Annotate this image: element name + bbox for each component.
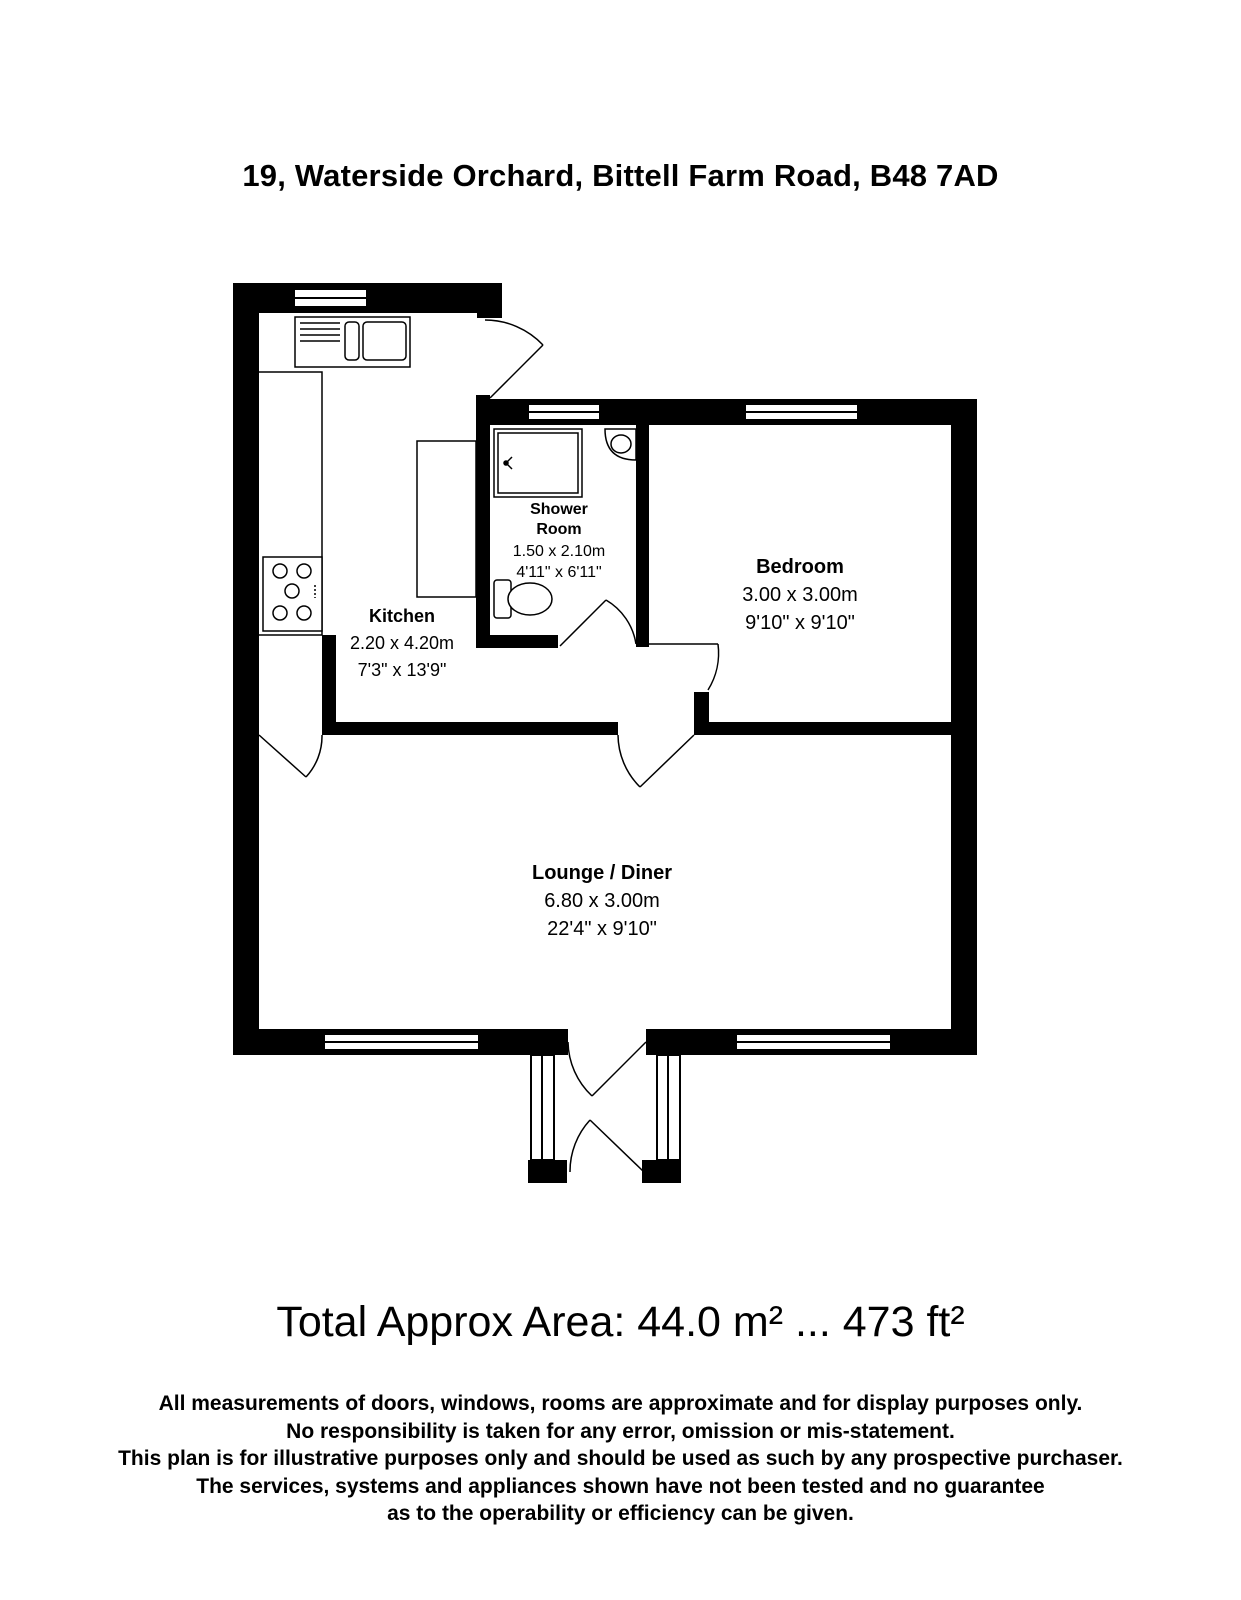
shower-window [528, 404, 600, 420]
disclaimer-line: The services, systems and appliances shown have not been tested and no guarantee [196, 1474, 1045, 1498]
wall-shower-bottom [476, 635, 558, 648]
wall-kitchen-lounge [322, 722, 618, 735]
wall-kitchen-top-stub [477, 283, 502, 318]
kitchen-window [294, 289, 367, 307]
shower-tray-icon [494, 429, 582, 497]
toilet-icon [494, 580, 552, 618]
kitchen-imperial: 7'3" x 13'9" [357, 660, 447, 680]
bedroom-metric: 3.00 x 3.00m [742, 584, 858, 606]
disclaimer-line: All measurements of doors, windows, rooms are approximate and for display purposes only. [158, 1392, 1083, 1415]
kitchen-external-door [485, 320, 543, 398]
disclaimer-line: This plan is for illustrative purposes only and should be used as such by any prospective purchaser. [118, 1447, 1123, 1470]
shower-room-imperial: 4'11" x 6'11" [516, 564, 602, 581]
porch-pillar-right [642, 1160, 681, 1183]
shower-room-name-line2: Room [536, 521, 582, 538]
shower-room-door [560, 600, 636, 646]
shower-room-name-line1: Shower [530, 501, 588, 518]
kitchen-metric: 2.20 x 4.20m [349, 633, 455, 653]
lounge-diner-name: Lounge / Diner [532, 862, 672, 884]
wall-kitchen-lounge-vertical [322, 635, 336, 735]
lounge-diner-imperial: 22'4" x 9'10" [547, 918, 657, 940]
property-address: 19, Waterside Orchard, Bittell Farm Road, B48 7AD [242, 158, 999, 193]
wall-shower-bedroom [636, 425, 649, 647]
front-double-doors [568, 1042, 646, 1172]
bedroom-imperial: 9'10" x 9'10" [745, 612, 855, 634]
total-area: Total Approx Area: 44.0 m² ... 473 ft² [276, 1298, 965, 1346]
wall-shower-left [476, 395, 490, 648]
hob-icon [263, 557, 322, 631]
disclaimer-line: No responsibility is taken for any error, omission or mis-statement. [286, 1419, 955, 1443]
wall-bedroom-lounge [694, 722, 977, 735]
porch-window-right [657, 1055, 680, 1160]
cupboard-door [259, 735, 322, 777]
kitchen-lounge-door [618, 735, 694, 787]
shower-room-metric: 1.50 x 2.10m [512, 543, 606, 560]
sink-icon [295, 317, 410, 367]
bedroom-name: Bedroom [756, 556, 844, 578]
kitchen-unit [417, 441, 476, 597]
wall-left-outer [233, 283, 259, 1055]
fixtures [259, 317, 636, 635]
disclaimer [0, 1390, 1241, 1528]
bedroom-window [745, 404, 858, 420]
lounge-diner-metric: 6.80 x 3.00m [544, 890, 660, 912]
lounge-window-left [324, 1034, 479, 1050]
porch-pillar-left [528, 1160, 567, 1183]
bedroom-door [649, 644, 719, 690]
porch-window-left [531, 1055, 554, 1160]
basin-icon [605, 429, 636, 460]
kitchen-name: Kitchen [368, 606, 436, 626]
disclaimer-line: as to the operability or efficiency can be given. [387, 1502, 854, 1525]
lounge-window-right [736, 1034, 891, 1050]
